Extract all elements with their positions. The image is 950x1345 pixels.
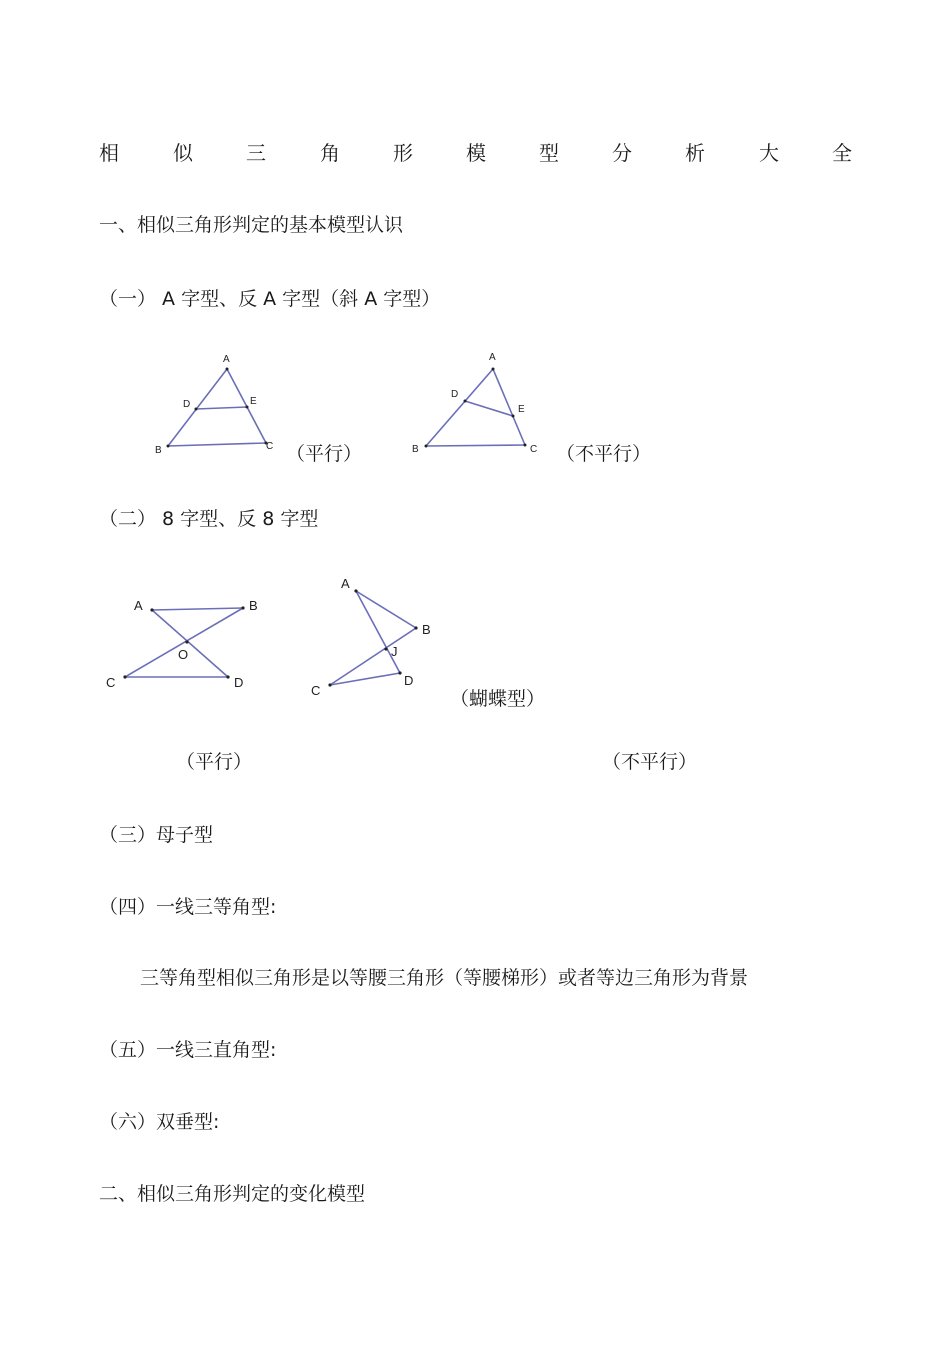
point-label: J <box>391 644 398 659</box>
note-three-equal-angles: 三等角型相似三角形是以等腰三角形（等腰梯形）或者等边三角形为背景 <box>140 967 749 989</box>
point-label: D <box>404 673 414 688</box>
point-label: A <box>223 354 230 365</box>
segment-de <box>196 407 247 409</box>
segment-bc <box>168 443 266 446</box>
title-char: 模 <box>466 141 486 165</box>
point-label: C <box>530 444 538 455</box>
segment-de <box>465 401 513 416</box>
caption-nonparallel: （不平行） <box>602 751 698 773</box>
point-label: O <box>178 647 189 662</box>
point-label: C <box>266 441 274 452</box>
section-heading-1: 一、相似三角形判定的基本模型认识 <box>99 214 404 236</box>
segment-ab <box>426 369 493 446</box>
point-label: C <box>311 683 321 698</box>
title-char: 角 <box>320 141 340 165</box>
title-char: 似 <box>173 141 193 165</box>
caption-parallel: （平行） <box>176 751 253 773</box>
segment-ab <box>356 591 416 628</box>
title-char: 型 <box>539 141 559 165</box>
subsection-three-right-angles: （五）一线三直角型: <box>99 1039 277 1061</box>
point-label: E <box>250 396 257 407</box>
point-label: B <box>249 598 258 613</box>
point-label: A <box>341 576 350 591</box>
subsection-8-type: （二） 8 字型、反 8 字型 <box>99 508 319 530</box>
segment-bc <box>125 608 243 677</box>
caption-parallel: （平行） <box>286 443 363 465</box>
caption-butterfly: （蝴蝶型） <box>450 688 546 710</box>
figure-a-type-parallel <box>150 350 280 460</box>
point-label: B <box>412 444 419 455</box>
title-char: 形 <box>393 141 413 165</box>
point-label: E <box>518 404 525 415</box>
figure-8-type-parallel <box>100 592 270 702</box>
section-heading-2: 二、相似三角形判定的变化模型 <box>99 1183 366 1205</box>
subsection-three-equal-angles: （四）一线三等角型: <box>99 896 277 918</box>
title-char: 大 <box>759 141 779 165</box>
title-char: 全 <box>832 141 852 165</box>
figure-a-type-nonparallel <box>405 348 545 458</box>
point-label: D <box>183 399 191 410</box>
point-label: B <box>155 445 162 456</box>
title-char: 析 <box>685 141 705 165</box>
point-label: C <box>106 675 116 690</box>
segment-bc <box>426 445 525 446</box>
point-label: A <box>489 352 496 363</box>
figure-8-type-nonparallel <box>305 572 435 702</box>
title-char: 分 <box>612 141 632 165</box>
title-char: 相 <box>99 141 119 165</box>
caption-nonparallel: （不平行） <box>556 443 652 465</box>
point-label: D <box>451 389 459 400</box>
subsection-a-type: （一） A 字型、反 A 字型（斜 A 字型） <box>99 288 441 310</box>
point-label: B <box>422 622 431 637</box>
subsection-mother-child: （三）母子型 <box>99 824 214 846</box>
title-char: 三 <box>246 141 266 165</box>
segment-ad <box>152 610 228 677</box>
point-label: D <box>234 675 244 690</box>
point-label: A <box>134 598 143 613</box>
segment-ad <box>356 591 400 673</box>
subsection-double-perpendicular: （六）双垂型: <box>99 1111 220 1133</box>
segment-ab <box>152 608 243 610</box>
